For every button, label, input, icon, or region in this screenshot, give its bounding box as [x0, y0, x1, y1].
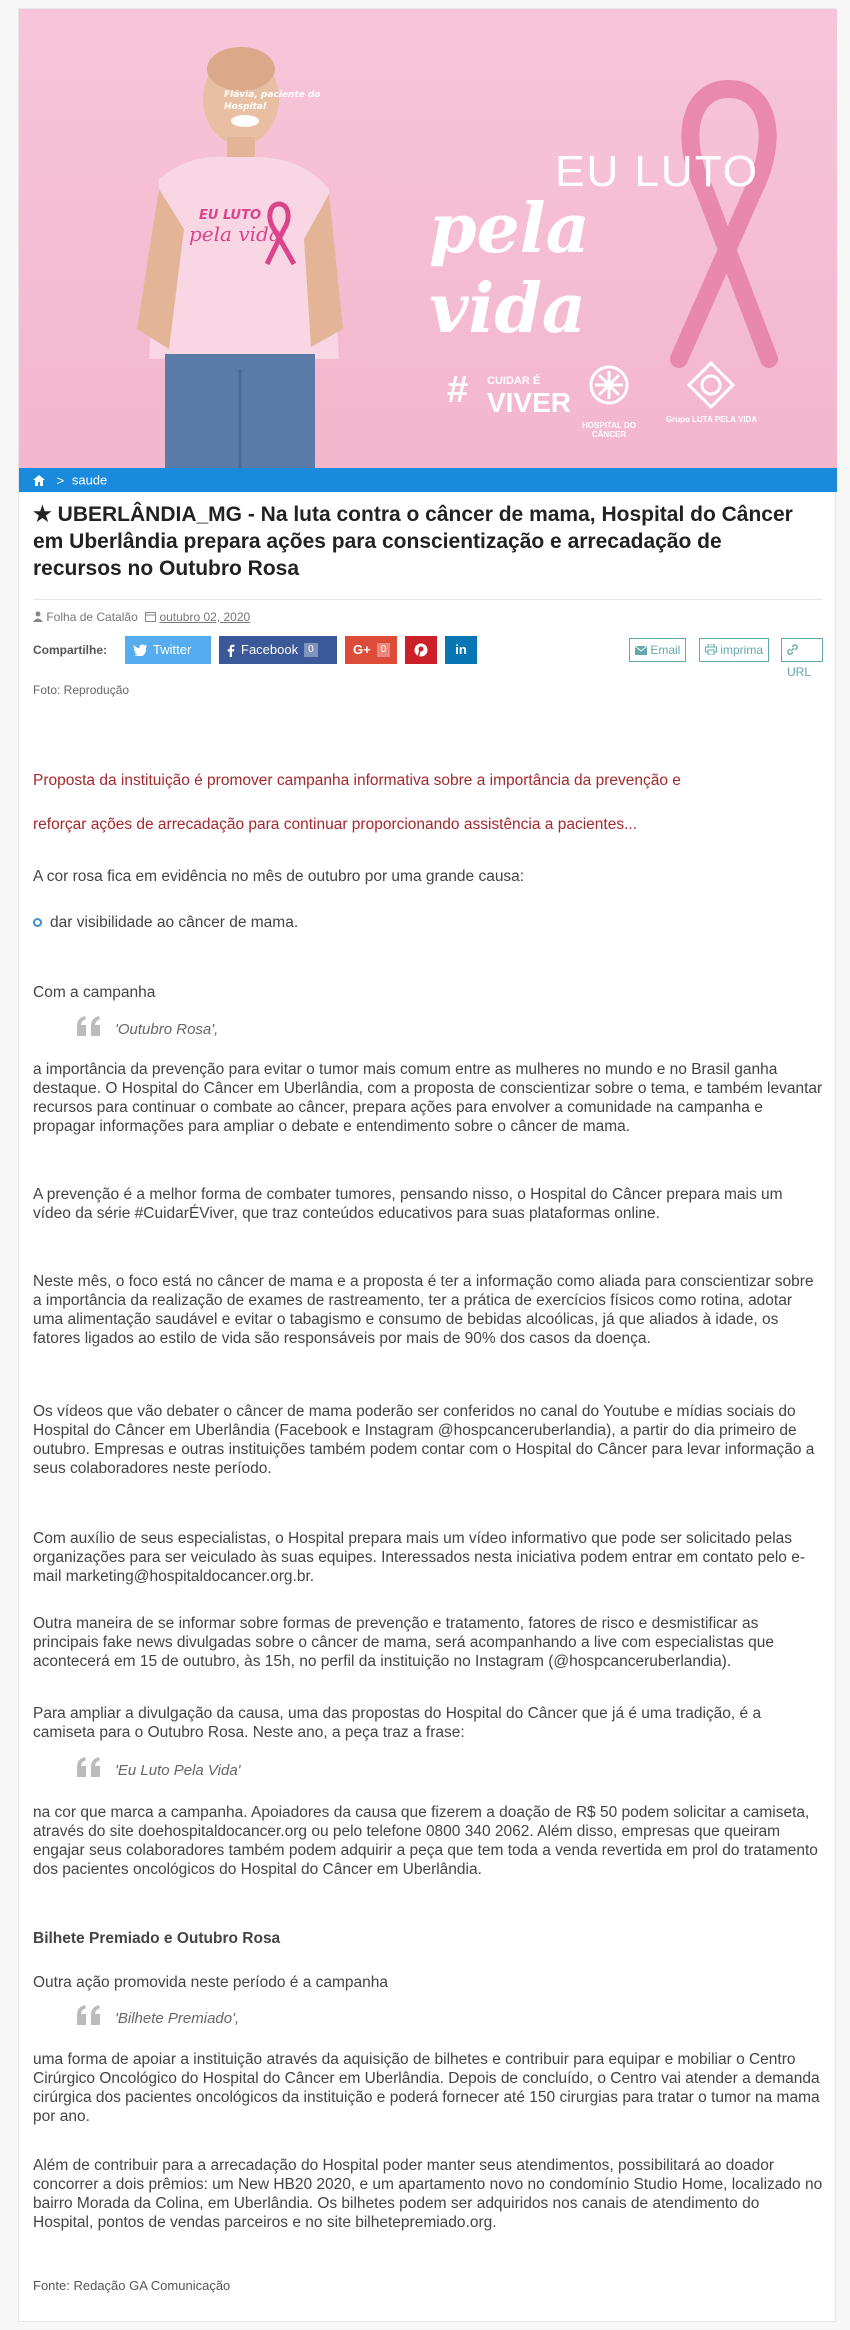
article-title: ★ UBERLÂNDIA_MG - Na luta contra o câncer de mama, Hospital do Câncer em Uberlândia prepara ações para conscientização e arrecadação de recursos no Outubro Rosa: [33, 503, 793, 580]
photo-credit: Foto: Reprodução: [33, 683, 130, 697]
luta-pela-vida-logo-icon: [669, 359, 754, 419]
paragraph-1: A cor rosa fica em evidência no mês de outubro por uma grande causa:: [33, 868, 525, 885]
article-page: [18, 8, 836, 2322]
paragraph-8: Outra maneira de se informar sobre formas de prevenção e tratamento, fatores de risco e desmistificar as principais fake news divulgadas sobre o câncer de mama, será acompanhando a live com especialistas que acontecerá em 15 de outubro, às 15h, no perfil da instituição no Instagram (@hospcanceruberlandia).: [33, 1615, 774, 1670]
email-button[interactable]: [629, 638, 686, 662]
shirt-text-bottom: pela vida: [189, 222, 281, 246]
quote-icon: [75, 2005, 103, 2025]
hospital-logo-icon: [579, 359, 639, 419]
hashtag-symbol: #: [447, 369, 469, 411]
banner-slogan-top: EU LUTO: [555, 147, 759, 196]
source-credit: Fonte: Redação GA Comunicação: [33, 2278, 231, 2293]
article-meta: [33, 609, 250, 625]
share-label: Compartilhe:: [33, 643, 108, 657]
facebook-label: Facebook: [241, 642, 299, 657]
email-label: Email: [650, 643, 681, 657]
print-label: imprima: [720, 643, 764, 657]
paragraph-5: Neste mês, o foco está no câncer de mama e a proposta é ter a informação como aliada para conscientizar sobre a importância da realização de exames de rastreamento, ter a prática de exercícios físicos como rotina, adotar uma alimentação saudável e evitar o tabagismo e consumo de bebidas alcoólicas, já que aliados à idade, os fatores ligados ao estilo de vida são responsáveis por mais de 90% dos casos da doença.: [33, 1273, 814, 1347]
hospital-logo-text: HOSPITAL DO CÂNCER: [582, 421, 636, 439]
twitter-label: Twitter: [153, 642, 192, 657]
banner-slogan-bottom: pela vida: [429, 189, 590, 349]
linkedin-icon: in: [455, 642, 467, 657]
quote-outubro-rosa: 'Outubro Rosa',: [115, 1021, 219, 1038]
envelope-icon: [635, 646, 647, 655]
url-label: URL: [787, 665, 812, 679]
luta-pela-vida-logo-text: Grupo LUTA PELA VIDA: [665, 415, 758, 424]
link-icon: [787, 644, 798, 655]
paragraph-13: Além de contribuir para a arrecadação do Hospital poder manter seus atendimentos, possibilitará ao doador concorrer a dois prêmios: um New HB20 2020, e um apartamento novo no condomínio Studio Home, localizado no bairro Morada da Colina, em Uberlândia. Os bilhetes podem ser adquiridos nos canais de atendimento do Hospital, pontos de vendas parceiros e no site bilhetepremiado.org.: [33, 2157, 823, 2231]
breadcrumb-separator: >: [56, 472, 65, 488]
quote-bilhete-premiado: 'Bilhete Premiado',: [115, 2010, 240, 2027]
title-divider: [33, 599, 823, 600]
print-icon: [705, 644, 717, 655]
campaign-banner: [19, 9, 837, 468]
paragraph-6: Os vídeos que vão debater o câncer de mama poderão ser conferidos no canal do Youtube e mídias sociais do Hospital do Câncer em Uberlândia (Facebook e Instagram @hospcanceruberlandia), a partir do dia primeiro de outubro. Empresas e outras instituições também podem contar com o Hospital do Câncer para levar informação a seus colaboradores neste período.: [33, 1403, 815, 1477]
hashtag-small: CUIDAR É: [487, 375, 541, 387]
paragraph-11: Outra ação promovida neste período é a campanha: [33, 1974, 389, 1991]
hashtag-big: VIVER: [487, 387, 572, 418]
publish-date[interactable]: outubro 02, 2020: [159, 610, 251, 624]
lead-line-1: Proposta da instituição é promover campanha informativa sobre a importância da prevenção e: [33, 772, 681, 789]
home-icon[interactable]: [33, 475, 45, 486]
facebook-icon: [227, 644, 235, 657]
quote-icon: [75, 1016, 103, 1036]
google-plus-share-button[interactable]: [345, 636, 397, 664]
breadcrumb-section-link[interactable]: saude: [71, 472, 108, 488]
paragraph-12: uma forma de apoiar a instituição através da aquisição de bilhetes e contribuir para equipar e mobiliar o Centro Cirúrgico Oncológico do Hospital do Câncer em Uberlândia. Depois de concluído, o Centro vai atender a demanda cirúrgica dos pacientes oncológicos da instituição e poderá fornecer até 150 cirurgias para tratar o tumor na mama por ano.: [33, 2051, 820, 2125]
twitter-icon: [133, 644, 147, 656]
user-icon: [33, 611, 43, 622]
paragraph-4: A prevenção é a melhor forma de combater tumores, pensando nisso, o Hospital do Câncer prepara mais um vídeo da série #CuidarÉViver, que traz conteúdos educativos para suas plataformas online.: [33, 1186, 783, 1222]
bullet-icon: [33, 918, 42, 927]
paragraph-10: na cor que marca a campanha. Apoiadores da causa que fizerem a doação de R$ 50 podem solicitar a camiseta, através do site doehospitaldocancer.org ou pelo telefone 0800 340 2062. Além disso, empresas que queiram engajar seus colaboradores também podem adquirir a peça que tem toda a venda revertida em prol do tratamento dos pacientes oncológicos do Hospital do Câncer em Uberlândia.: [33, 1804, 818, 1878]
google-plus-count: 0: [377, 643, 391, 657]
pinterest-share-button[interactable]: [405, 636, 437, 664]
author-link[interactable]: Folha de Catalão: [46, 610, 138, 624]
section-heading: Bilhete Premiado e Outubro Rosa: [33, 1930, 281, 1947]
twitter-share-button[interactable]: [125, 636, 211, 664]
breadcrumb: [19, 468, 837, 492]
pinterest-icon: [414, 643, 428, 657]
calendar-icon: [145, 611, 156, 622]
paragraph-3: a importância da prevenção para evitar o tumor mais comum entre as mulheres no mundo e no Brasil ganha destaque. O Hospital do Câncer em Uberlândia, com a proposta de conscientizar sobre o tema, e também levantar recursos para continuar o combate ao câncer, prepara ações para envolver a comunidade na campanha e propagar informações para ampliar o debate e entendimento sobre o câncer de mama.: [33, 1061, 823, 1135]
lead-line-2: reforçar ações de arrecadação para continuar proporcionando assistência a pacientes...: [33, 816, 638, 833]
list-item: [33, 914, 298, 932]
share-bar: [33, 636, 823, 679]
quote-eu-luto-pela-vida: 'Eu Luto Pela Vida': [115, 1762, 241, 1779]
paragraph-9: Para ampliar a divulgação da causa, uma das propostas do Hospital do Câncer que já é uma tradição, é a camiseta para o Outubro Rosa. Neste ano, a peça traz a frase:: [33, 1705, 762, 1741]
print-button[interactable]: [699, 638, 769, 662]
paragraph-7: Com auxílio de seus especialistas, o Hospital prepara mais um vídeo informativo que pode ser solicitado pelas organizações para ser veiculado às suas equipes. Interessados nesta iniciativa podem entrar em contato pelo e-mail marketing@hospitaldocancer.org.br.: [33, 1530, 806, 1585]
quote-icon: [75, 1757, 103, 1777]
bullet-text: dar visibilidade ao câncer de mama.: [50, 914, 299, 931]
url-button[interactable]: [781, 638, 823, 679]
facebook-count: 0: [304, 643, 318, 657]
banner-caption: Flávia, paciente do Hospital: [224, 90, 321, 112]
shirt-text-top: EU LUTO: [199, 208, 262, 223]
paragraph-2: Com a campanha: [33, 984, 156, 1001]
google-plus-icon: G+: [353, 642, 371, 657]
facebook-share-button[interactable]: [219, 636, 337, 664]
linkedin-share-button[interactable]: [445, 636, 477, 664]
